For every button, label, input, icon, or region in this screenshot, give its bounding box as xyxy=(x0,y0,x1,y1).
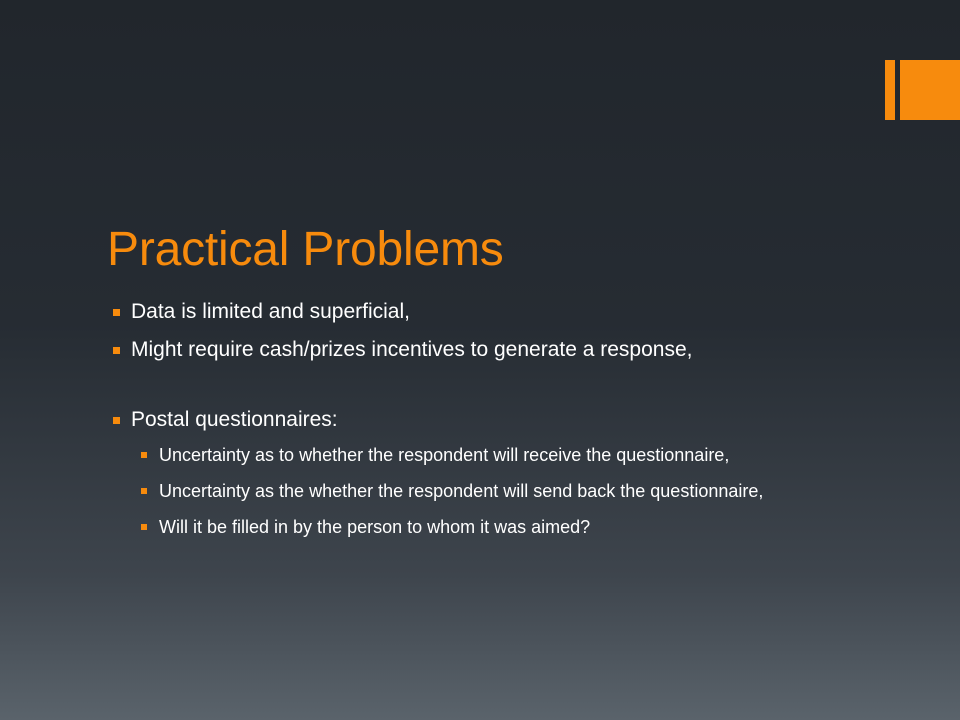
square-bullet-icon xyxy=(113,309,120,316)
sub-bullet-text: Uncertainty as the whether the respondent will send back the questionnaire, xyxy=(159,481,764,501)
sub-bullet-item xyxy=(141,515,853,539)
sub-bullet-item xyxy=(141,479,853,503)
bullet-item xyxy=(113,297,853,327)
accent-bar-thick xyxy=(900,60,960,120)
bullet-item xyxy=(113,335,853,365)
bullet-item xyxy=(113,405,853,435)
accent-bar-thin xyxy=(885,60,895,120)
sub-bullet-item xyxy=(141,443,853,467)
square-bullet-icon xyxy=(141,488,147,494)
bullet-text: Postal questionnaires: xyxy=(131,408,338,431)
square-bullet-icon xyxy=(113,417,120,424)
square-bullet-icon xyxy=(113,347,120,354)
square-bullet-icon xyxy=(141,524,147,530)
sub-bullet-text: Uncertainty as to whether the respondent will receive the questionnaire, xyxy=(159,445,730,465)
square-bullet-icon xyxy=(141,452,147,458)
bullet-text: Might require cash/prizes incentives to generate a response, xyxy=(131,338,693,361)
bullet-list xyxy=(113,297,853,551)
sub-bullet-text: Will it be filled in by the person to whom it was aimed? xyxy=(159,517,591,537)
slide-title: Practical Problems xyxy=(107,223,504,276)
bullet-text: Data is limited and superficial, xyxy=(131,300,410,323)
